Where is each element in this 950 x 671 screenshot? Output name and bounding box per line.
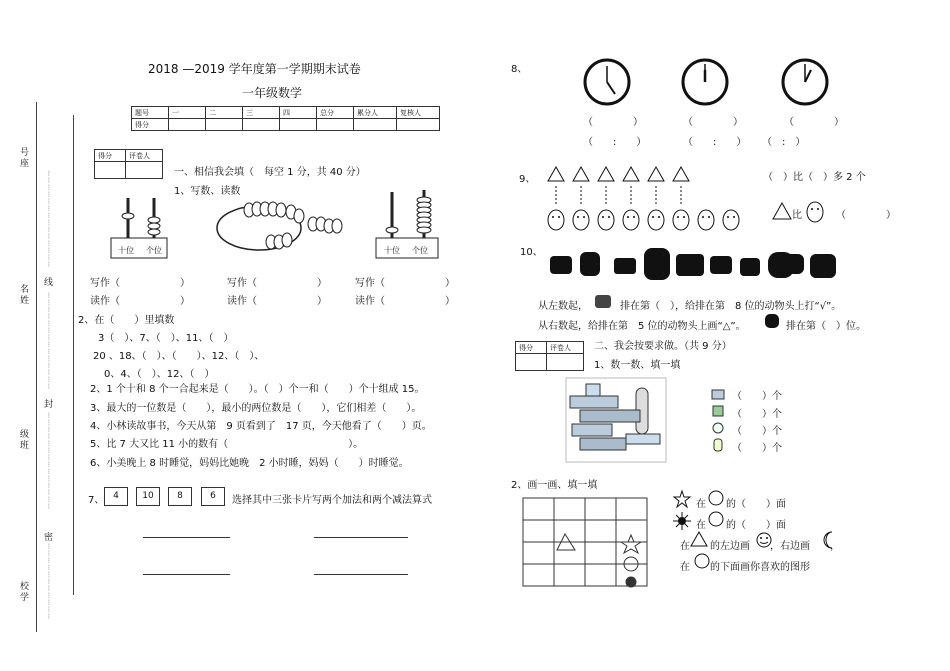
q2-title: 2、在（ ）里填数: [78, 315, 175, 326]
class-label: 级班: [20, 430, 30, 451]
exam-subtitle: 一年级数学: [242, 86, 303, 100]
grid-line-4[interactable]: 在 的下面画你喜欢的图形: [680, 562, 810, 573]
seat-number-label: 号座: [20, 148, 30, 169]
number-card[interactable]: 8: [168, 487, 192, 506]
panda-icon: [763, 312, 781, 330]
clock-icon: [681, 58, 729, 106]
smiley-face-row: [547, 208, 747, 232]
binding-line: [36, 102, 37, 632]
score-cell[interactable]: [169, 119, 206, 131]
abacus2-tens-label: 十位: [384, 246, 400, 255]
cat-icon: [593, 292, 613, 310]
q9-compare-text[interactable]: （ ）比（ ）多 2 个: [763, 172, 866, 183]
q1-title: 1、写数、读数: [174, 186, 241, 197]
section2-title: 二、我会按要求做。（共 9 分）: [594, 341, 732, 352]
write-field-3[interactable]: 写作（ ）: [355, 278, 455, 289]
score-cell[interactable]: [397, 119, 440, 131]
count-sphere[interactable]: （ ）个: [732, 426, 782, 437]
answer-line[interactable]: [143, 537, 230, 538]
score-header: 累分人: [354, 107, 397, 119]
abacus2-ones-label: 个位: [412, 246, 428, 255]
smiley-face-icon: [756, 532, 772, 548]
q10-label: 10、: [520, 247, 543, 258]
triangle-icon: [690, 531, 708, 547]
clock-icon: [781, 58, 829, 106]
dotted-cut-line: ⋮ ⋮ ⋮ ⋮ ⋮ ⋮ ⋮ ⋮ ⋮ ⋮ ⋮ ⋮ ⋮ ⋮: [46, 292, 52, 390]
section1-title: 一、相信我会填（ 每空 1 分，共 40 分）: [174, 167, 366, 178]
q7-label: 7、: [88, 495, 105, 506]
score-cell[interactable]: [243, 119, 280, 131]
count-cube[interactable]: （ ）个: [732, 409, 782, 420]
clock-answer-3[interactable]: （ ）: [784, 117, 844, 128]
write-field-1[interactable]: 写作（ ）: [90, 278, 190, 289]
abacus-ones-label: 个位: [146, 246, 162, 255]
q3-text[interactable]: 3、最大的一位数是（ ），最小的两位数是（ ），它们相差（ ）。: [90, 403, 422, 414]
score-cell[interactable]: [280, 119, 317, 131]
q10-line1-start: 从左数起，: [538, 301, 588, 312]
smiley-face-icon: [806, 201, 824, 223]
score-row-label: 得分: [132, 119, 169, 131]
count-cuboid[interactable]: （ ）个: [732, 391, 782, 402]
grader-box-2: [515, 341, 584, 371]
triangle-icon: [772, 202, 792, 220]
q6-text[interactable]: 6、小美晚上 8 时睡觉，妈妈比她晚 2 小时睡，妈妈（ ）时睡觉。: [90, 458, 409, 469]
exam-title: 2018 —2019 学年度第一学期期末试卷: [148, 62, 361, 76]
line-mark: 线: [44, 278, 54, 288]
dashed-pairing-lines: [548, 186, 698, 206]
cube-icon: [712, 405, 724, 417]
sphere-icon: [712, 422, 724, 434]
clock-icon: [583, 58, 631, 106]
number-card[interactable]: 4: [104, 487, 128, 506]
triangle-row: [548, 166, 698, 182]
score-header: 题号: [132, 107, 169, 119]
clock-time-1[interactable]: （ : ）: [583, 137, 647, 148]
number-card[interactable]: 6: [201, 487, 225, 506]
closed-mark: 密: [44, 533, 54, 543]
q2b-text[interactable]: 2、1 个十和 8 个一合起来是（ ）。（ ）个一和（ ）个十组成 15。: [90, 384, 425, 395]
count-cylinder[interactable]: （ ）个: [732, 443, 782, 454]
grader-score-label: 得分: [516, 342, 547, 354]
read-field-2[interactable]: 读作（ ）: [227, 296, 327, 307]
score-header: 总分: [317, 107, 354, 119]
score-cell[interactable]: [354, 119, 397, 131]
clock-time-2[interactable]: （ : ）: [683, 137, 747, 148]
dotted-cut-line: ⋮ ⋮ ⋮ ⋮ ⋮ ⋮ ⋮ ⋮ ⋮ ⋮ ⋮ ⋮ ⋮ ⋮: [46, 412, 52, 510]
s2-q2-title: 2、画一画、填一填: [511, 480, 598, 491]
grader-score-label: 得分: [95, 150, 126, 162]
sun-icon: [673, 512, 691, 530]
grid-line-2[interactable]: 在 的（ ）面: [696, 520, 786, 531]
score-cell[interactable]: [317, 119, 354, 131]
circle-icon: [694, 553, 710, 569]
q2-row-3[interactable]: 0、4、（ ）、12、（ ）: [104, 369, 215, 380]
read-field-3[interactable]: 读作（ ）: [355, 296, 455, 307]
clock-time-3[interactable]: （ : ）: [762, 137, 806, 148]
cylinder-icon: [713, 438, 723, 452]
score-header: 二: [206, 107, 243, 119]
q10-line2-rest[interactable]: 排在第（ ）位。: [786, 321, 866, 332]
circle-icon: [708, 511, 724, 527]
s2-q1-title: 1、数一数、填一填: [594, 360, 681, 371]
grid-line-3[interactable]: 在 的左边画 ，右边画 ，: [680, 541, 840, 552]
star-icon: [673, 490, 691, 508]
grader-label: 评卷人: [126, 150, 163, 162]
q2-row-2[interactable]: 20 、18、（ ）、（ ）、12、（ ）、: [93, 351, 265, 362]
q5-text[interactable]: 5、比 7 大又比 11 小的数有（ ）。: [90, 439, 364, 450]
q9-compare-word: 比: [792, 210, 802, 221]
q10-line1-rest[interactable]: 排在第（ ），给排在第 8 位的动物头上打“√”。: [620, 301, 842, 312]
q2-row-1[interactable]: 3（ ）、7、（ ）、11、（ ）: [98, 333, 234, 344]
q9-label: 9、: [519, 174, 536, 185]
circle-icon: [708, 490, 724, 506]
moon-icon: [822, 531, 836, 549]
answer-line[interactable]: [314, 537, 408, 538]
q4-text[interactable]: 4、小林读故事书，今天从第 9 页看到了 17 页，今天他看了（ ）页。: [90, 421, 432, 432]
school-label: 校学: [20, 582, 30, 603]
q7-text: 选择其中三张卡片写两个加法和两个减法算式: [232, 495, 432, 506]
name-label: 名姓: [20, 285, 30, 306]
grid-line-1[interactable]: 在 的（ ）面: [696, 499, 786, 510]
grader-name-cell[interactable]: [126, 162, 163, 179]
grader-box: [94, 149, 163, 179]
bead-string-picture: [215, 198, 345, 254]
abacus-tens-label: 十位: [118, 246, 134, 255]
dotted-cut-line: ⋮ ⋮ ⋮ ⋮ ⋮ ⋮ ⋮ ⋮ ⋮ ⋮ ⋮: [46, 543, 52, 620]
grader-name-cell[interactable]: [547, 354, 584, 371]
seal-mark: 封: [44, 400, 54, 410]
binding-line-2: [73, 115, 74, 595]
score-table: [131, 106, 440, 131]
dotted-cut-line: ⋮ ⋮ ⋮ ⋮ ⋮ ⋮ ⋮ ⋮ ⋮ ⋮ ⋮ ⋮ ⋮ ⋮: [46, 170, 52, 268]
animal-row-picture: [548, 246, 840, 284]
grader-score-cell[interactable]: [516, 354, 547, 371]
grader-score-cell[interactable]: [95, 162, 126, 179]
position-grid[interactable]: [523, 498, 647, 586]
clock-answer-2[interactable]: （ ）: [683, 117, 743, 128]
grader-label: 评卷人: [547, 342, 584, 354]
write-field-2[interactable]: 写作（ ）: [227, 278, 327, 289]
score-cell[interactable]: [206, 119, 243, 131]
abacus-2: [372, 188, 442, 262]
building-blocks-picture: [566, 378, 666, 462]
score-header: 三: [243, 107, 280, 119]
answer-line[interactable]: [314, 574, 408, 575]
score-header: 一: [169, 107, 206, 119]
q9-answer[interactable]: （ ）: [836, 210, 896, 221]
number-card[interactable]: 10: [136, 487, 160, 506]
answer-line[interactable]: [143, 574, 230, 575]
q10-line2-start[interactable]: 从右数起，给排在第 5 位的动物头上画“△”。: [538, 321, 746, 332]
clock-answer-1[interactable]: （ ）: [583, 117, 643, 128]
q8-label: 8、: [511, 64, 528, 75]
score-header: 四: [280, 107, 317, 119]
cuboid-icon: [711, 388, 725, 400]
read-field-1[interactable]: 读作（ ）: [90, 296, 190, 307]
score-header: 复核人: [397, 107, 440, 119]
